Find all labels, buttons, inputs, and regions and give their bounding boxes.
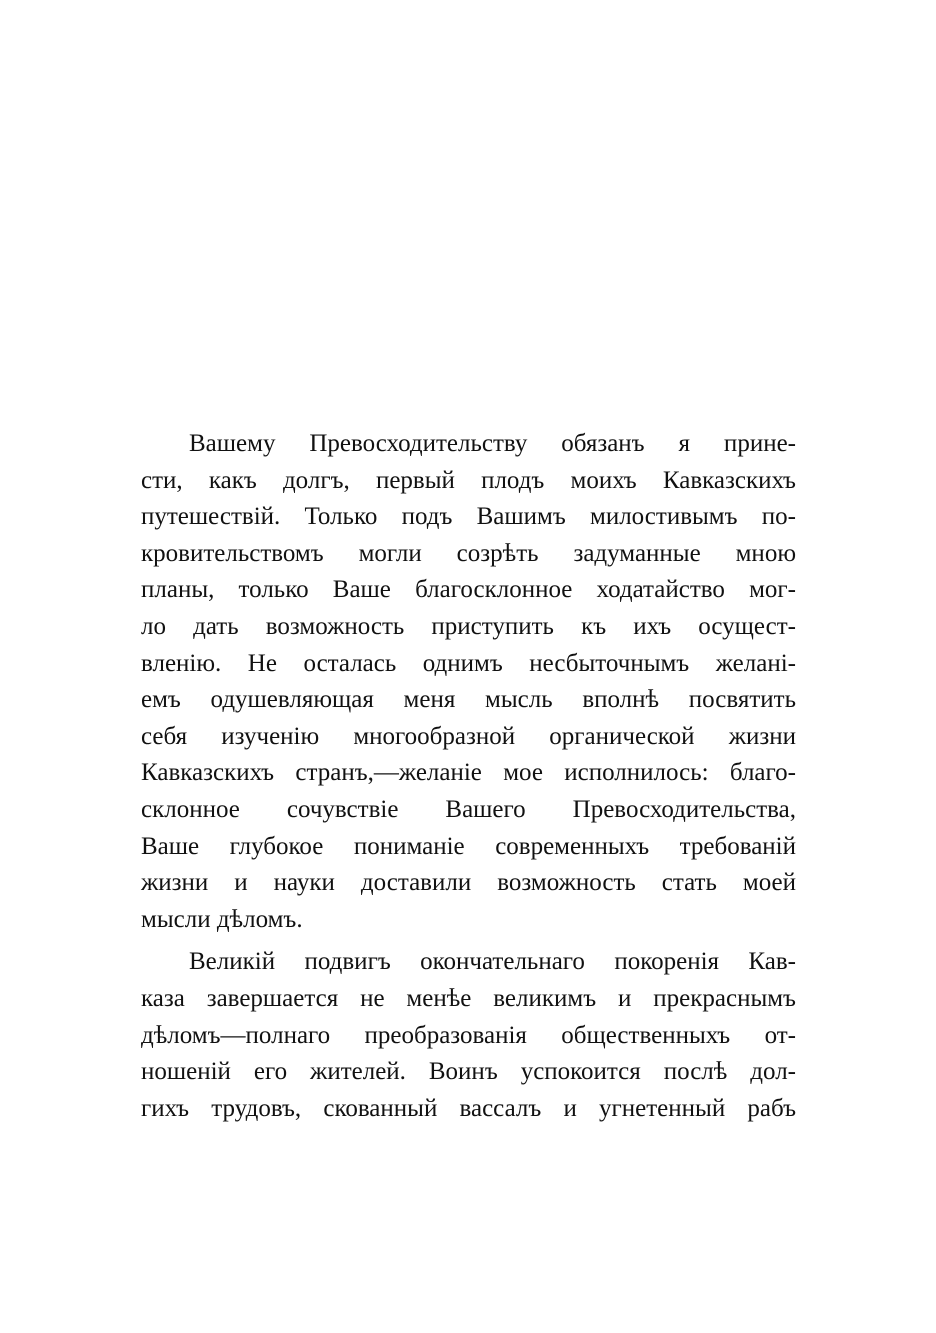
text-line: жизни и науки доставили возможность стать моей [141, 869, 796, 897]
text-line: гихъ трудовъ, скованный вассалъ и угнетенный рабъ [141, 1094, 796, 1122]
text-line: емъ одушевляющая меня мысль вполнѣ посвятить [141, 686, 796, 714]
text-line: Великій подвигъ окончательнаго покоренія Кав- [189, 948, 796, 976]
body-text [141, 426, 796, 1127]
paragraph-dedication [141, 426, 796, 938]
text-line: мысли дѣломъ. [141, 905, 303, 933]
text-line: склонное сочувствіе Вашего Превосходительства, [141, 795, 796, 823]
text-line: Вашему Превосходительству обязанъ я прине- [189, 430, 796, 457]
text-line: дѣломъ—полнаго преобразованія общественныхъ от- [141, 1021, 796, 1049]
text-line: вленію. Не осталась однимъ несбыточнымъ желані- [141, 649, 796, 677]
text-line: Кавказскихъ странъ,—желаніе мое исполнилось: благо- [141, 759, 796, 787]
paragraph-caucasus [141, 944, 796, 1127]
text-line: каза завершается не менѣе великимъ и прекраснымъ [141, 984, 796, 1012]
text-line: ло дать возможность приступить къ ихъ осущест- [141, 612, 796, 640]
text-line: планы, только Ваше благосклонное ходатайство мог- [141, 576, 796, 604]
text-line: ношеній его жителей. Воинъ успокоится послѣ дол- [141, 1058, 796, 1086]
text-line: Ваше глубокое пониманіе современныхъ требованій [141, 832, 796, 860]
text-line: себя изученію многообразной органической жизни [141, 722, 796, 750]
text-line: путешествій. Только подъ Вашимъ милостивымъ по- [141, 503, 796, 531]
text-line: кровительствомъ могли созрѣть задуманные мною [141, 539, 796, 567]
text-line: сти, какъ долгъ, первый плодъ моихъ Кавказскихъ [141, 466, 796, 494]
